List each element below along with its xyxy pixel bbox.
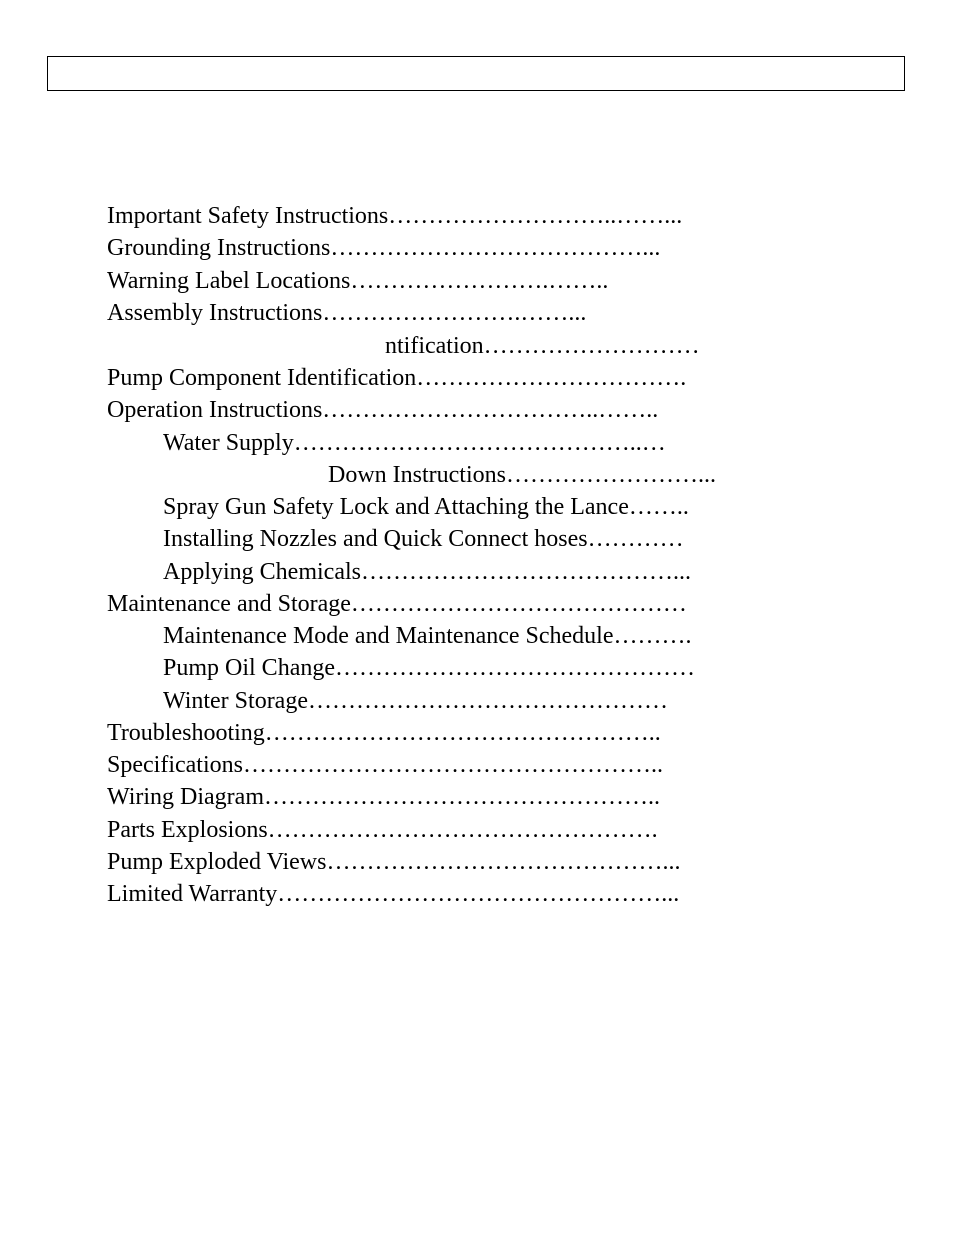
toc-entry-operation-instructions[interactable]: Operation Instructions……………………………..…….. (107, 397, 659, 423)
toc-entry-important-safety-instructions[interactable]: Important Safety Instructions………………………..……... (107, 203, 683, 229)
toc-entry-spray-gun-safety-lock[interactable]: Spray Gun Safety Lock and Attaching the Lance…….. (163, 494, 689, 520)
toc-entry-wiring-diagram[interactable]: Wiring Diagram………………………………………….. (107, 784, 660, 810)
toc-entry-maintenance-mode[interactable]: Maintenance Mode and Maintenance Schedule………. (163, 623, 692, 649)
header-box (47, 56, 905, 91)
toc-entry-pump-component-identification[interactable]: Pump Component Identification……………………………. (107, 365, 687, 391)
toc-entry-assembly-instructions[interactable]: Assembly Instructions…………………….……... (107, 300, 587, 326)
toc-entry-down-instructions[interactable]: Down Instructions……………………... (328, 462, 716, 488)
toc-entry-water-supply[interactable]: Water Supply……………………………………..… (163, 430, 666, 456)
toc-entry-grounding-instructions[interactable]: Grounding Instructions…………………………………... (107, 235, 661, 261)
toc-entry-applying-chemicals[interactable]: Applying Chemicals…………………………………... (163, 559, 691, 585)
toc-entry-warning-label-locations[interactable]: Warning Label Locations…………………….…….. (107, 268, 609, 294)
toc-entry-installing-nozzles[interactable]: Installing Nozzles and Quick Connect hoses………… (163, 526, 684, 552)
toc-entry-pump-exploded-views[interactable]: Pump Exploded Views……………………………………... (107, 849, 681, 875)
toc-entry-troubleshooting[interactable]: Troubleshooting………………………………………….. (107, 720, 661, 746)
toc-entry-identification-partial[interactable]: ntification……………………… (385, 333, 700, 359)
toc-entry-pump-oil-change[interactable]: Pump Oil Change……………………………………… (163, 655, 695, 681)
toc-entry-maintenance-and-storage[interactable]: Maintenance and Storage…………………………………… (107, 591, 687, 617)
toc-entry-parts-explosions[interactable]: Parts Explosions…………………………………………. (107, 817, 658, 843)
toc-entry-limited-warranty[interactable]: Limited Warranty…………………………………………... (107, 881, 680, 907)
toc-entry-specifications[interactable]: Specifications…………………………………………….. (107, 752, 663, 778)
toc-entry-winter-storage[interactable]: Winter Storage……………………………………… (163, 688, 668, 714)
